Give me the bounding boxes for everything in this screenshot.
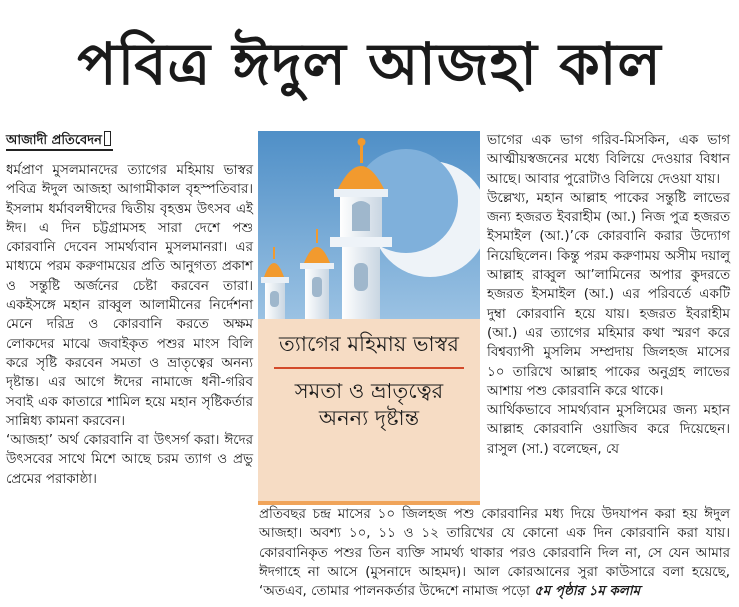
paragraph: উল্লেখ্য, মহান আল্লাহ পাকের সন্তুষ্টি লাভের জন্য হজরত ইবরাহীম (আ.) নিজ পুত্র হজরত ইসমাইল (আ.)’কে কোরবানি করার উদ্যোগ নিয়েছিলেন। কিন্তু পরম করুণাময় অসীম দয়ালু আল্লাহ রাব্বুল আ’লামিনের অপার কুদরতে হজরত ইসমাইল (আ.) এর পরিবর্তে একটি দুম্বা কোরবানি হয়ে যায়। হজরত ইবরাহীম (আ.) এর ত্যাগের মহিমার কথা স্মরণ করে বিশ্বব্যাপী মুসলিম সম্প্রদায় জিলহজ মাসের ১০ তারিখে আল্লাহ পাকের অনুগ্রহ লাভের আশায় পশু কোরবানি করে থাকে। [487,190,730,399]
byline-text: আজাদী প্রতিবেদন [6,133,102,148]
paragraph: ভাগের এক ভাগ গরিব-মিসকিন, এক ভাগ আত্মীয়স্বজনের মধ্যে বিলিয়ে দেওয়ার বিধান আছে। আবার পুরোটাও বিলিয়ে দেওয়া যায়। [487,133,730,187]
pull-quote-divider [274,367,464,369]
paragraph: ধর্মপ্রাণ মুসলমানদের ত্যাগের মহিমায় ভাস্বর পবিত্র ঈদুল আজহা আগামীকাল বৃহস্পতিবার। ইসলাম ধর্মাবলম্বীদের দ্বিতীয় বৃহত্তম উৎসব এই ঈদ। এ দিন চট্টগ্রামসহ সারা দেশে পশু কোরবানি দেবেন সামর্থ্যবান মুসলমানরা। এর মাধ্যমে পরম করুণাময়ের প্রতি আনুগত্য প্রকাশ ও সন্তুষ্টি অর্জনের চেষ্টা করবেন তারা। একইসঙ্গে মহান রাব্বুল আলামীনের নির্দেশনা মেনে দরিদ্র ও কোরবানি করতে অক্ষম লোকদের মাঝে জবাইকৃত পশুর মাংস বিলি করে সৃষ্টি করবেন সমতা ও ভ্রাতৃত্বের অনন্য দৃষ্টান্ত। এর আগে ঈদের নামাজে ধনী-গরিব সবাই এক কাতারে শামিল হয়ে মহান সৃষ্টিকর্তার সান্নিধ্য কামনা করবেন। [6,163,253,429]
byline-mark [104,131,111,146]
paragraph: আর্থিকভাবে সামর্থ্যবান মুসলিমের জন্য মহান আল্লাহ কোরবানি ওয়াজিব করে দিয়েছেন। রাসুল (সা.) বলেছেন, যে [487,403,730,457]
pull-quote-line-1: ত্যাগের মহিমায় ভাস্বর [279,332,459,356]
paragraph: প্রতিবছর চন্দ্র মাসের ১০ জিলহজ পশু কোরবানির মধ্য দিয়ে উদযাপন করা হয় ঈদুল আজহা। অবশ্য ১০, ১১ ও ১২ তারিখের যে কোনো এক দিন কোরবানি করা যায়। কোরবানিকৃত পশুর তিন ব্যক্তি সামর্থ্য থাকার পরও কোরবানি দিল না, সে যেন আমার ঈদগাহে না আসে (মুসনাদে আহমদ)। আল কোরআনের সুরা কাউসারে বলা হয়েছে, ‘অতএব, তোমার পালনকর্তার উদ্দেশে নামাজ পড়ো [259,507,730,600]
pull-quote-line-2: সমতা ও ভ্রাতৃত্বের অনন্য দৃষ্টান্ত [294,379,444,430]
article-left-column [6,131,253,489]
article-bottom-text [259,505,730,601]
article-right-column [487,131,730,459]
byline [6,131,113,151]
page-headline: পবিত্র ঈদুল আজহা কাল [77,30,662,98]
continuation-link[interactable]: ৫ম পৃষ্ঠার ১ম কলাম [534,584,641,600]
paragraph: ‘আজহা’ অর্থ কোরবানি বা উৎসর্গ করা। ঈদের উৎসবের সাথে মিশে আছে চরম ত্যাগ ও প্রভু প্রেমের পরাকাষ্ঠা। [6,433,253,487]
pull-quote [258,319,480,501]
